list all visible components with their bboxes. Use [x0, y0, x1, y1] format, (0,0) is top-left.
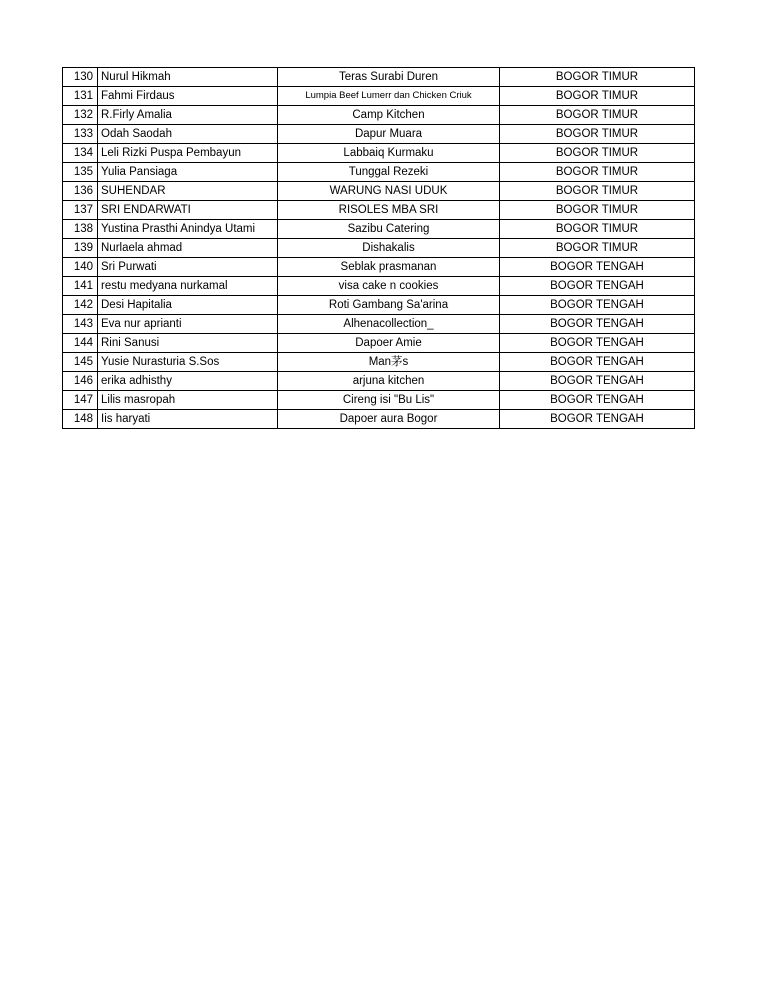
- table-row: [63, 372, 695, 391]
- table-row: [63, 163, 695, 182]
- area-cell: BOGOR TENGAH: [500, 353, 695, 372]
- participant-table: [62, 67, 695, 429]
- owner-name-cell: Leli Rizki Puspa Pembayun: [98, 144, 278, 163]
- business-name-cell: Sazibu Catering: [278, 220, 500, 239]
- owner-name-cell: SRI ENDARWATI: [98, 201, 278, 220]
- business-name-cell: arjuna kitchen: [278, 372, 500, 391]
- area-cell: BOGOR TIMUR: [500, 106, 695, 125]
- owner-name-cell: Sri Purwati: [98, 258, 278, 277]
- table-row: [63, 258, 695, 277]
- business-name-cell: Tunggal Rezeki: [278, 163, 500, 182]
- business-name-cell: Lumpia Beef Lumerr dan Chicken Criuk: [278, 87, 500, 106]
- area-cell: BOGOR TENGAH: [500, 258, 695, 277]
- owner-name-cell: Eva nur aprianti: [98, 315, 278, 334]
- owner-name-cell: Yulia Pansiaga: [98, 163, 278, 182]
- participant-table-body: [63, 68, 695, 429]
- row-number-cell: 143: [63, 315, 98, 334]
- row-number-cell: 133: [63, 125, 98, 144]
- row-number-cell: 131: [63, 87, 98, 106]
- row-number-cell: 134: [63, 144, 98, 163]
- business-name-cell: Teras Surabi Duren: [278, 68, 500, 87]
- owner-name-cell: SUHENDAR: [98, 182, 278, 201]
- business-name-cell: Dishakalis: [278, 239, 500, 258]
- area-cell: BOGOR TIMUR: [500, 87, 695, 106]
- area-cell: BOGOR TENGAH: [500, 315, 695, 334]
- owner-name-cell: Nurul Hikmah: [98, 68, 278, 87]
- business-name-cell: visa cake n cookies: [278, 277, 500, 296]
- owner-name-cell: Lilis masropah: [98, 391, 278, 410]
- row-number-cell: 138: [63, 220, 98, 239]
- business-name-cell: Dapoer aura Bogor: [278, 410, 500, 429]
- owner-name-cell: Rini Sanusi: [98, 334, 278, 353]
- row-number-cell: 142: [63, 296, 98, 315]
- business-name-cell: RISOLES MBA SRI: [278, 201, 500, 220]
- owner-name-cell: Yusie Nurasturia S.Sos: [98, 353, 278, 372]
- table-row: [63, 220, 695, 239]
- area-cell: BOGOR TIMUR: [500, 125, 695, 144]
- area-cell: BOGOR TIMUR: [500, 182, 695, 201]
- table-row: [63, 277, 695, 296]
- business-name-cell: Alhenacollection_: [278, 315, 500, 334]
- table-row: [63, 106, 695, 125]
- business-name-cell: Dapur Muara: [278, 125, 500, 144]
- business-name-cell: Seblak prasmanan: [278, 258, 500, 277]
- row-number-cell: 140: [63, 258, 98, 277]
- business-name-cell: Labbaiq Kurmaku: [278, 144, 500, 163]
- table-row: [63, 353, 695, 372]
- area-cell: BOGOR TIMUR: [500, 201, 695, 220]
- owner-name-cell: erika adhisthy: [98, 372, 278, 391]
- table-row: [63, 410, 695, 429]
- area-cell: BOGOR TENGAH: [500, 277, 695, 296]
- owner-name-cell: restu medyana nurkamal: [98, 277, 278, 296]
- table-row: [63, 296, 695, 315]
- business-name-cell: WARUNG NASI UDUK: [278, 182, 500, 201]
- table-row: [63, 182, 695, 201]
- table-row: [63, 315, 695, 334]
- area-cell: BOGOR TIMUR: [500, 239, 695, 258]
- business-name-cell: Cireng isi "Bu Lis": [278, 391, 500, 410]
- table-row: [63, 239, 695, 258]
- area-cell: BOGOR TENGAH: [500, 372, 695, 391]
- business-name-cell: Roti Gambang Sa'arina: [278, 296, 500, 315]
- area-cell: BOGOR TENGAH: [500, 391, 695, 410]
- row-number-cell: 144: [63, 334, 98, 353]
- area-cell: BOGOR TENGAH: [500, 410, 695, 429]
- row-number-cell: 137: [63, 201, 98, 220]
- business-name-cell: Camp Kitchen: [278, 106, 500, 125]
- area-cell: BOGOR TENGAH: [500, 296, 695, 315]
- table-row: [63, 334, 695, 353]
- owner-name-cell: Iis haryati: [98, 410, 278, 429]
- owner-name-cell: R.Firly Amalia: [98, 106, 278, 125]
- owner-name-cell: Nurlaela ahmad: [98, 239, 278, 258]
- row-number-cell: 130: [63, 68, 98, 87]
- table-row: [63, 201, 695, 220]
- table-row: [63, 144, 695, 163]
- row-number-cell: 135: [63, 163, 98, 182]
- owner-name-cell: Desi Hapitalia: [98, 296, 278, 315]
- table-row: [63, 87, 695, 106]
- owner-name-cell: Yustina Prasthi Anindya Utami: [98, 220, 278, 239]
- business-name-cell: Man茅s: [278, 353, 500, 372]
- owner-name-cell: Fahmi Firdaus: [98, 87, 278, 106]
- table-row: [63, 391, 695, 410]
- row-number-cell: 139: [63, 239, 98, 258]
- area-cell: BOGOR TIMUR: [500, 144, 695, 163]
- area-cell: BOGOR TIMUR: [500, 68, 695, 87]
- row-number-cell: 147: [63, 391, 98, 410]
- row-number-cell: 132: [63, 106, 98, 125]
- table-row: [63, 68, 695, 87]
- area-cell: BOGOR TIMUR: [500, 220, 695, 239]
- owner-name-cell: Odah Saodah: [98, 125, 278, 144]
- business-name-cell: Dapoer Amie: [278, 334, 500, 353]
- area-cell: BOGOR TENGAH: [500, 334, 695, 353]
- row-number-cell: 148: [63, 410, 98, 429]
- row-number-cell: 145: [63, 353, 98, 372]
- area-cell: BOGOR TIMUR: [500, 163, 695, 182]
- table-row: [63, 125, 695, 144]
- row-number-cell: 141: [63, 277, 98, 296]
- row-number-cell: 136: [63, 182, 98, 201]
- row-number-cell: 146: [63, 372, 98, 391]
